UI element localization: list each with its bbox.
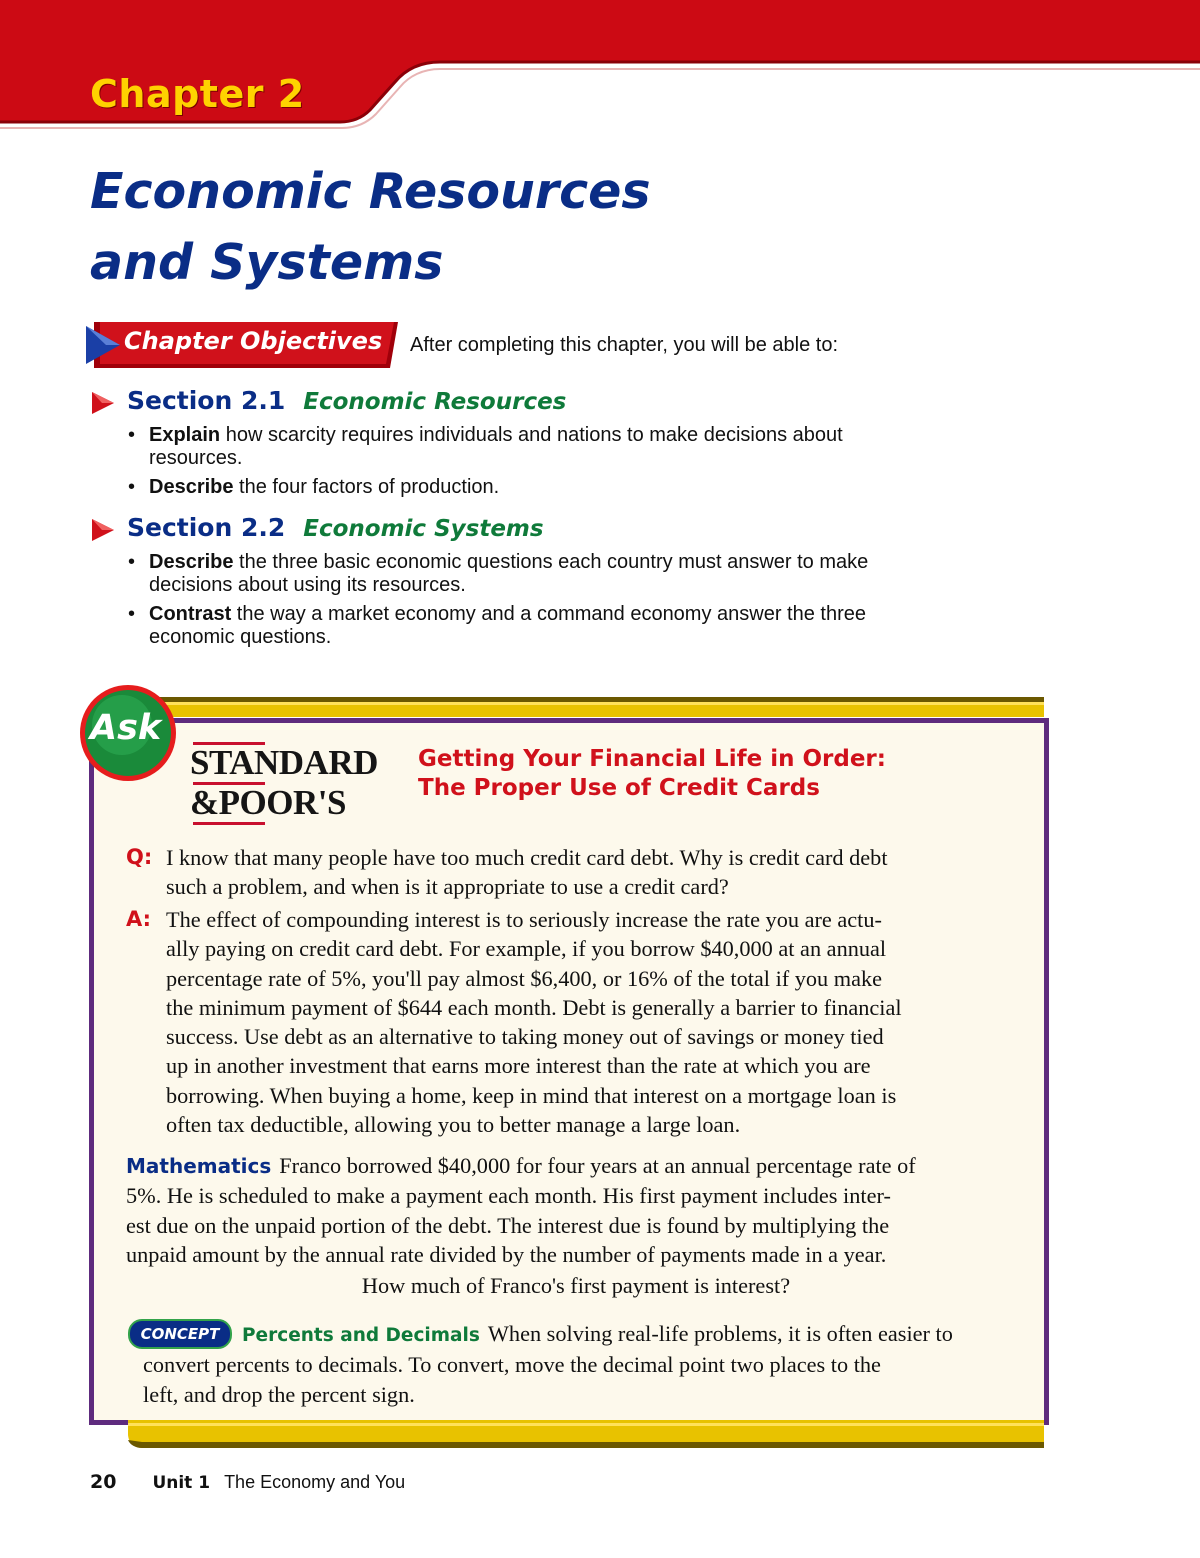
ask-badge-label: Ask xyxy=(90,708,162,748)
feature-band-bottom xyxy=(128,1420,1044,1448)
answer-line: up in another investment that earns more interest than the rate at which you are xyxy=(166,1053,871,1079)
section-number: Section 2.2 xyxy=(127,513,286,542)
unit-title: The Economy and You xyxy=(224,1472,406,1492)
concept-line: left, and drop the percent sign. xyxy=(143,1381,415,1407)
math-line: unpaid amount by the annual rate divided by the number of payments made in a year. xyxy=(126,1241,887,1267)
chapter-label: Chapter 2 xyxy=(90,72,305,116)
section-name: Economic Resources xyxy=(303,389,567,415)
math-question: How much of Franco's first payment is interest? xyxy=(361,1273,791,1298)
objective-verb: Explain xyxy=(149,424,221,446)
section-2-1-objectives xyxy=(128,424,1008,505)
objectives-intro: After completing this chapter, you will be able to: xyxy=(410,334,839,356)
objective-item: • Describe the four factors of production. xyxy=(128,476,500,498)
objective-text-cont: decisions about using its resources. xyxy=(149,574,466,596)
answer-line: ally paying on credit card debt. For example, if you borrow $40,000 at an annual xyxy=(166,936,887,962)
objective-verb: Describe xyxy=(149,476,234,498)
logo-rule xyxy=(193,822,265,825)
section-heading-2-1 xyxy=(127,386,566,415)
objective-text: the three basic economic questions each country must answer to make xyxy=(233,551,869,573)
math-line: 5%. He is scheduled to make a payment each month. His first payment includes inter- xyxy=(126,1183,891,1209)
concept-line: convert percents to decimals. To convert, move the decimal point two places to the xyxy=(143,1352,881,1378)
chapter-title: Economic Resources xyxy=(90,163,651,220)
answer-line: the minimum payment of $644 each month. Debt is generally a barrier to financial xyxy=(166,994,902,1020)
mathematics-label: Mathematics xyxy=(126,1154,272,1178)
page-footer xyxy=(90,1471,405,1493)
section-2-2-objectives xyxy=(128,551,1008,655)
answer-line: borrowing. When buying a home, keep in mind that interest on a mortgage loan is xyxy=(166,1082,897,1108)
section-heading-2-2 xyxy=(127,513,544,542)
chapter-title-line2: and Systems xyxy=(90,234,444,291)
objective-text: the four factors of production. xyxy=(233,476,500,498)
sp-logo-line1: STANDARD xyxy=(190,743,378,782)
chapter-objectives-label: Chapter Objectives xyxy=(124,327,383,355)
section-name: Economic Systems xyxy=(303,516,544,542)
question-block xyxy=(126,843,1026,902)
concept-block xyxy=(128,1319,1028,1409)
concept-title: Percents and Decimals xyxy=(242,1325,480,1346)
objective-text: how scarcity requires individuals and nations to make decisions about xyxy=(220,424,843,446)
mathematics-block xyxy=(126,1151,1026,1269)
sp-logo-line2: &POOR'S xyxy=(190,783,346,822)
unit-label: Unit 1 xyxy=(152,1473,211,1493)
section-number: Section 2.1 xyxy=(127,386,286,415)
answer-line: percentage rate of 5%, you'll pay almost $6,400, or 16% of the total if you make xyxy=(166,965,883,991)
objective-item: • Explain how scarcity requires individuals and nations to make decisions about resources. xyxy=(128,424,843,469)
feature-subtitle: The Proper Use of Credit Cards xyxy=(418,775,820,801)
answer-line: success. Use debt as an alternative to taking money out of savings or money tied xyxy=(166,1024,884,1050)
objective-verb: Describe xyxy=(149,551,234,573)
objective-item: • Contrast the way a market economy and a command economy answer the three economic questions. xyxy=(128,603,866,648)
objective-text-cont: resources. xyxy=(149,447,243,469)
feature-band-top xyxy=(128,697,1044,719)
concept-badge: CONCEPT xyxy=(128,1319,232,1349)
question-line: such a problem, and when is it appropriate to use a credit card? xyxy=(166,874,729,900)
section-arrow-icon xyxy=(90,517,116,543)
answer-block xyxy=(126,905,1026,1139)
objective-text: the way a market economy and a command economy answer the three xyxy=(231,603,866,625)
question-line: I know that many people have too much credit card debt. Why is credit card debt xyxy=(166,845,888,870)
objective-verb: Contrast xyxy=(149,603,232,625)
feature-title: Getting Your Financial Life in Order: xyxy=(418,746,886,772)
question-tag: Q: xyxy=(126,845,153,869)
objective-text-cont: economic questions. xyxy=(149,626,332,648)
page-number: 20 xyxy=(90,1471,117,1493)
section-arrow-icon xyxy=(90,390,116,416)
math-line: Franco borrowed $40,000 for four years at an annual percentage rate of xyxy=(279,1153,916,1178)
answer-tag: A: xyxy=(126,907,152,931)
answer-line: often tax deductible, allowing you to better manage a large loan. xyxy=(166,1112,741,1138)
math-line: est due on the unpaid portion of the debt. The interest due is found by multiplying the xyxy=(126,1212,890,1238)
answer-line: The effect of compounding interest is to seriously increase the rate you are actu- xyxy=(166,907,882,932)
objective-item: • Describe the three basic economic questions each country must answer to make decisions about using its resources. xyxy=(128,551,869,596)
concept-line: When solving real-life problems, it is often easier to xyxy=(487,1321,953,1346)
